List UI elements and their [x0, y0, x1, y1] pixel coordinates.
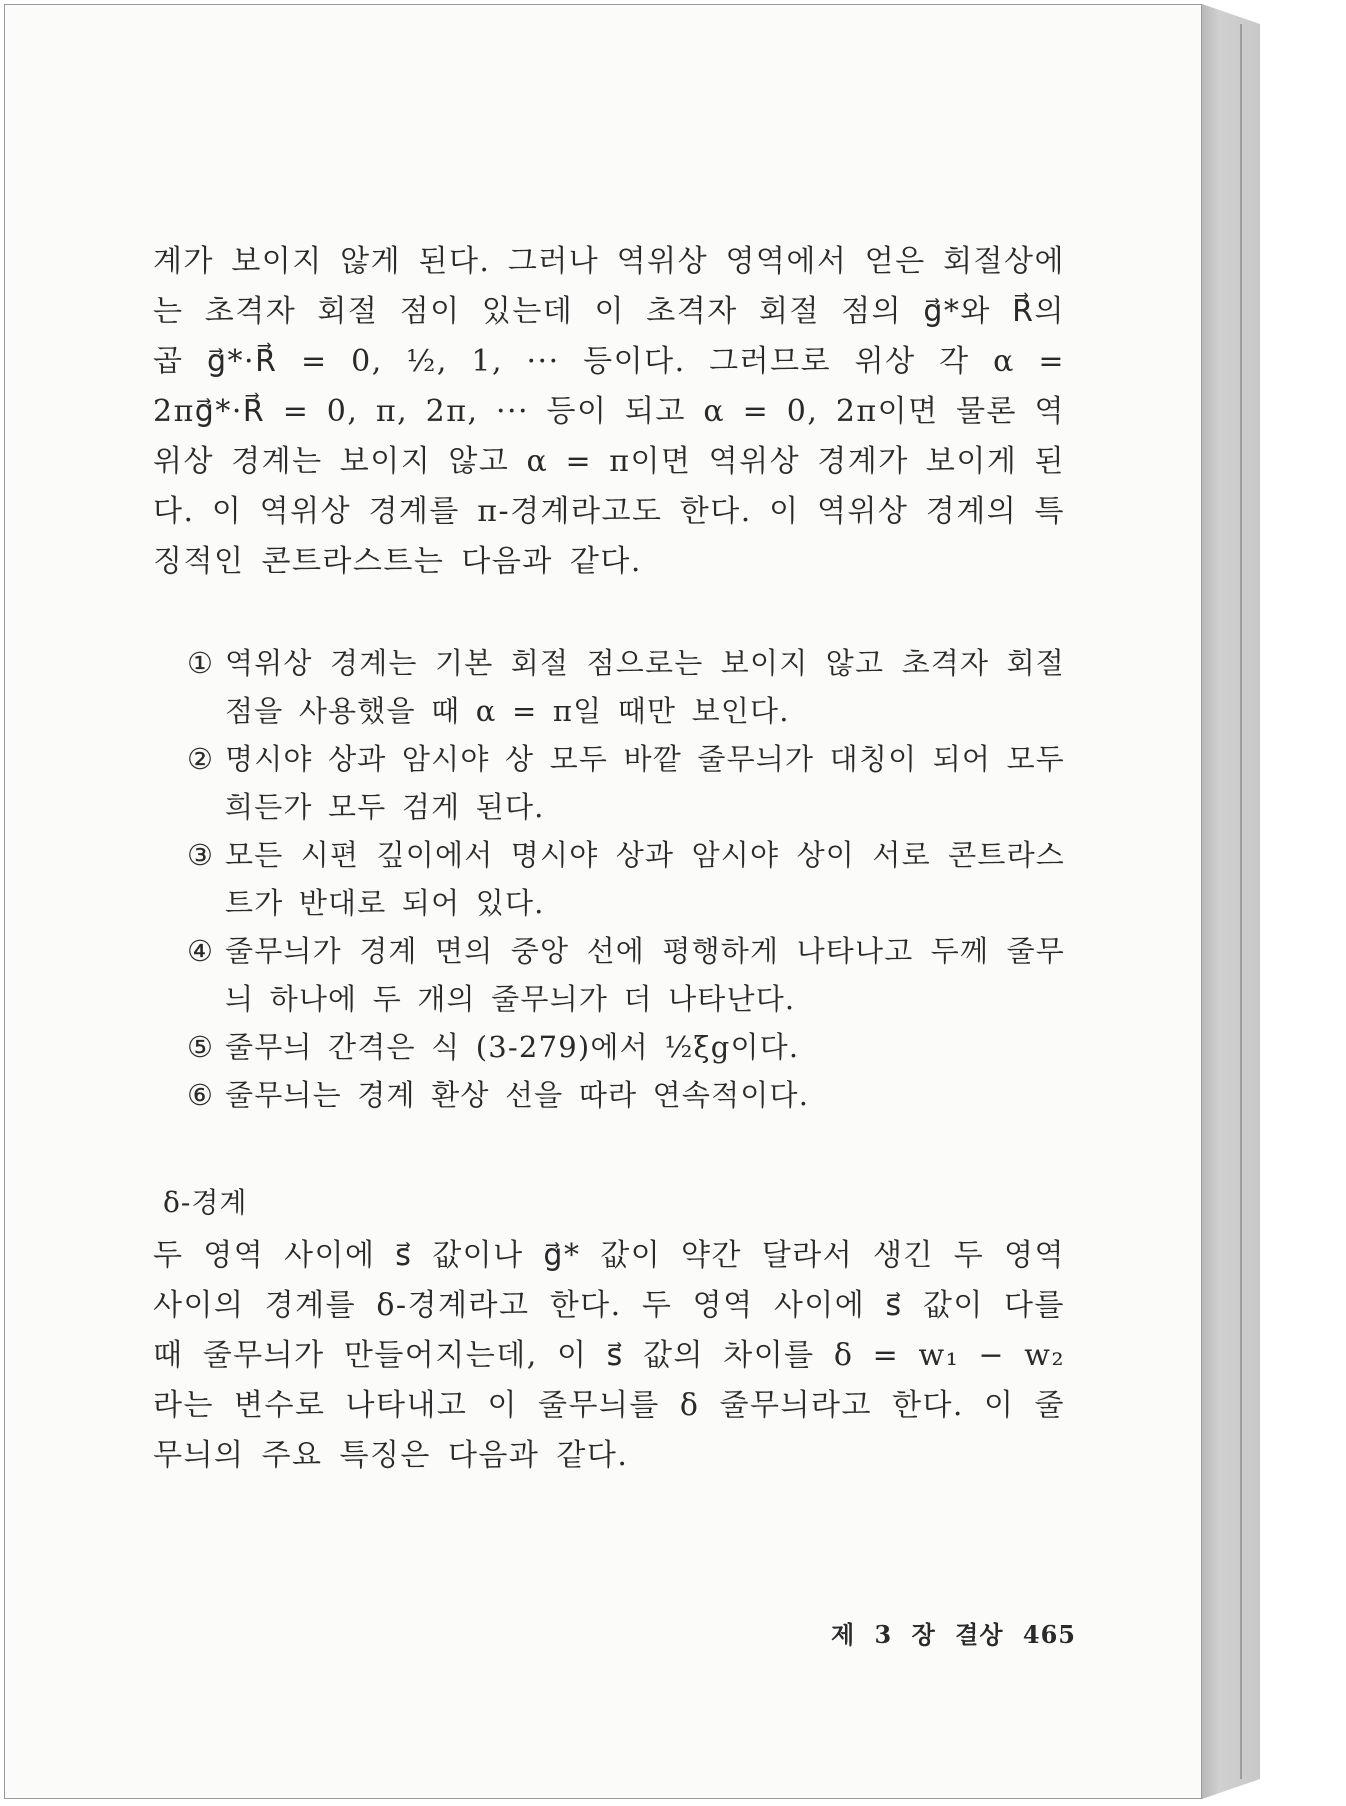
- list-item-number: ③: [187, 838, 215, 872]
- list-item-text: 줄무늬는 경계 환상 선을 따라 연속적이다.: [225, 1078, 810, 1112]
- page-number: 465: [1022, 1620, 1076, 1649]
- list-item-number: ②: [187, 742, 215, 776]
- book-page: [4, 4, 1202, 1799]
- footer-chapter: 제 3 장: [831, 1620, 936, 1649]
- list-item: [153, 1023, 1065, 1071]
- paragraph-delta-boundary: 두 영역 사이에 s⃗ 값이나 g⃗* 값이 약간 달라서 생긴 두 영역 사이의 경계를 δ-경계라고 한다. 두 영역 사이에 s⃗ 값이 다를 때 줄무늬가 만들어지는데, 이 s⃗ 값의 차이를 δ = w₁ − w₂라는 변수로 나타내고 이 줄무늬를 δ 줄무늬라고 한다. 이 줄무늬의 주요 특징은 다음과 같다.: [153, 1238, 1065, 1473]
- page-content: [153, 237, 1065, 1481]
- list-item: [153, 735, 1065, 831]
- page-footer: [831, 1615, 1076, 1650]
- paragraph-anti-phase-boundary: 계가 보이지 않게 된다. 그러나 역위상 영역에서 얻은 회절상에는 초격자 회절 점이 있는데 이 초격자 회절 점의 g⃗*와 R⃗의 곱 g⃗*·R⃗ = 0, ½, 1, ··· 등이다. 그러므로 위상 각 α = 2πg⃗*·R⃗ = 0, π, 2π, ··· 등이 되고 α = 0, 2π이면 물론 역위상 경계는 보이지 않고 α = π이면 역위상 경계가 보이게 된다. 이 역위상 경계를 π-경계라고도 한다. 이 역위상 경계의 특징적인 콘트라스트는 다음과 같다.: [153, 244, 1065, 579]
- section-subheading: δ-경계: [163, 1186, 248, 1219]
- list-item-text: 줄무늬 간격은 식 (3-279)에서 ½ξg이다.: [225, 1030, 800, 1064]
- book-spine-edge: [1240, 24, 1242, 1779]
- footer-title: 결상: [955, 1620, 1004, 1649]
- list-item-text: 모든 시편 깊이에서 명시야 상과 암시야 상이 서로 콘트라스트가 반대로 되어 있다.: [225, 838, 1065, 920]
- list-item-number: ①: [187, 646, 215, 680]
- list-item: [153, 1071, 1065, 1119]
- book-spine: [1202, 4, 1260, 1799]
- list-item: [153, 831, 1065, 927]
- list-item-number: ⑤: [187, 1030, 215, 1064]
- list-item-number: ⑥: [187, 1078, 215, 1112]
- list-item-text: 역위상 경계는 기본 회절 점으로는 보이지 않고 초격자 회절 점을 사용했을 때 α = π일 때만 보인다.: [225, 646, 1065, 728]
- list-item-number: ④: [187, 934, 215, 968]
- list-item-text: 줄무늬가 경계 면의 중앙 선에 평행하게 나타나고 두께 줄무늬 하나에 두 개의 줄무늬가 더 나타난다.: [225, 934, 1065, 1016]
- list-item: [153, 927, 1065, 1023]
- contrast-features-list: [153, 639, 1065, 1119]
- list-item: [153, 639, 1065, 735]
- list-item-text: 명시야 상과 암시야 상 모두 바깥 줄무늬가 대칭이 되어 모두 희든가 모두 검게 된다.: [225, 742, 1065, 824]
